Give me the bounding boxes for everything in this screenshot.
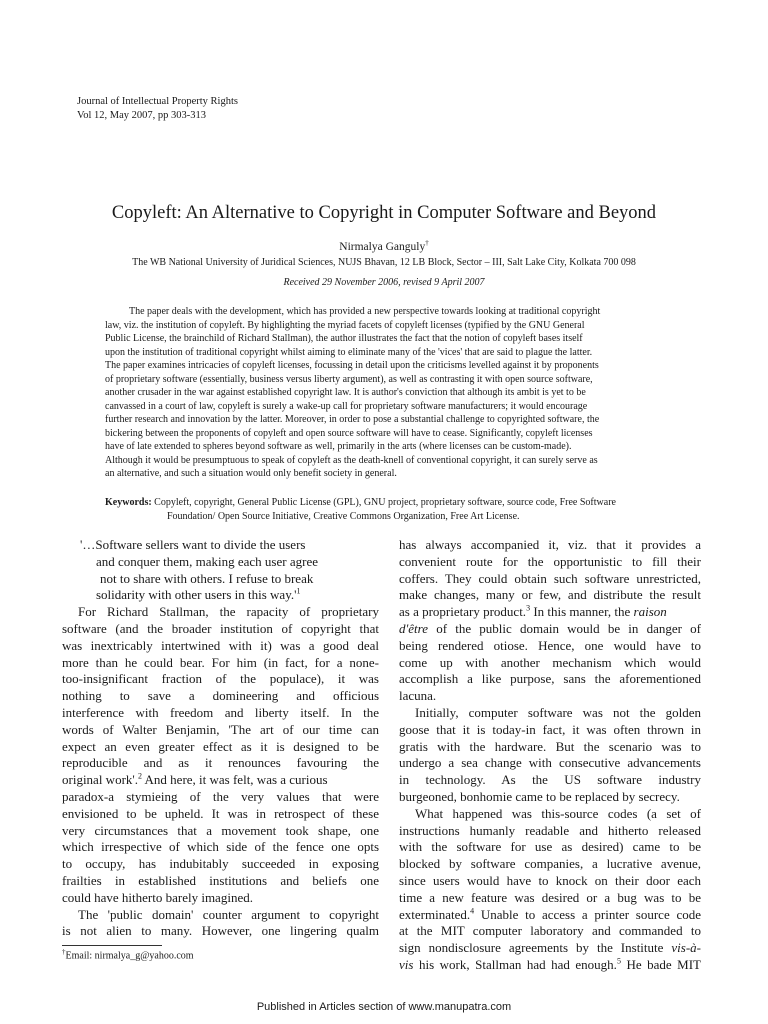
abstract-line: Public License, the brainchild of Richard Stallman), the author illustrates the fact that the notion of copyleft bases itself	[105, 333, 583, 344]
text-segment: And here, it was felt, was a curious	[142, 772, 328, 788]
italic-term: raison	[633, 604, 667, 620]
text-segment: sign nondisclosure agreements by the Institute	[399, 940, 672, 956]
footnote-ref: 3	[526, 603, 531, 613]
text-line	[399, 940, 701, 957]
text-line: coffers. They could obtain such software unrestricted,	[399, 570, 701, 586]
text-segment: original work'.	[62, 772, 138, 788]
text-line	[62, 587, 379, 604]
text-line: software (and the broader institution of copyright that	[62, 620, 379, 636]
left-column	[62, 537, 379, 940]
text-line: time a new feature was desired or a bug was to be	[399, 889, 701, 905]
footnote-ref: 1	[296, 587, 301, 597]
text-line: frailties in established institutions and beliefs one	[62, 872, 379, 888]
keywords-line: Foundation/ Open Source Initiative, Creative Commons Organization, Free Art License.	[167, 511, 520, 522]
keywords-label: Keywords:	[105, 497, 152, 508]
published-notice: Published in Articles section of www.manupatra.com	[256, 1001, 512, 1013]
text-line: goose that it is today-in fact, it was often thrown in	[399, 721, 701, 737]
abstract-line: an alternative, and such a situation would only benefit society in general.	[105, 468, 397, 479]
text-line: very circumstances that a movement took shape, one	[62, 822, 379, 838]
abstract-line: The paper deals with the development, which has provided a new perspective towards looking at traditional copyright	[129, 306, 601, 317]
text-line: reproducible and as it renounces favouring the	[62, 755, 379, 771]
journal-header	[77, 95, 238, 123]
text-line: undergo a sea change with consecutive advancements	[399, 755, 701, 771]
text-line: was inextricably intertwined with it) was a good deal	[62, 637, 379, 653]
text-line: in technology. As the US software industry	[399, 772, 701, 788]
keywords-line	[105, 496, 702, 510]
received-dates: Received 29 November 2006, revised 9 April 2007	[283, 277, 485, 288]
text-line: convenient route for the opportunistic to fill their	[399, 553, 701, 569]
text-line: more than he could bear. For him (in fact, for a none-	[62, 654, 379, 670]
paper-title: Copyleft: An Alternative to Copyright in Computer Software and Beyond	[111, 203, 657, 223]
text-line: What happened was this-source codes (a set of	[415, 805, 701, 821]
right-column	[399, 537, 701, 974]
text-line	[399, 907, 701, 924]
footnote-divider	[62, 945, 162, 946]
abstract	[105, 305, 700, 481]
author-name: Nirmalya Ganguly	[339, 240, 426, 253]
abstract-line: upon the institution of traditional copyright whilst aiming to eliminate many of the 'vices' that are said to plague the latter.	[105, 346, 593, 358]
text-line	[399, 604, 701, 621]
text-line: too-insignificant fraction of the populace), it was	[62, 671, 379, 687]
footnote-ref: 5	[616, 956, 621, 966]
text-segment: exterminated.	[399, 906, 471, 922]
text-line	[399, 621, 701, 638]
italic-term: vis	[399, 956, 414, 972]
footnote-email: Email: nirmalya_g@yahoo.com	[65, 950, 194, 962]
affiliation: The WB National University of Juridical Sciences, NUJS Bhavan, 12 LB Block, Sector – III, Salt Lake City, Kolkata 700 098	[132, 257, 636, 268]
author	[0, 239, 768, 253]
text-segment: He bade MIT	[620, 956, 701, 972]
text-line: The 'public domain' counter argument to copyright	[78, 906, 379, 922]
text-segment: his work, Stallman had had enough.	[413, 956, 617, 972]
keywords	[105, 496, 702, 524]
author-mark: †	[425, 239, 429, 247]
abstract-line: Although it would be presumptuous to speak of copyleft as the death-knell of conventional copyright, it can surely serve as	[105, 454, 598, 466]
text-line: with the software for use as desired) came to be	[399, 839, 701, 855]
abstract-line: of proprietary software (essentially, business versus liberty argument), as well as contrasting it with open source software,	[105, 373, 593, 385]
keywords-text: Copyleft, copyright, General Public License (GPL), GNU project, proprietary software, source code, Free Software	[154, 497, 616, 508]
text-line: come up with another mechanism which would	[399, 654, 701, 670]
text-line: nothing to save a domineering and officious	[62, 688, 379, 704]
text-line: accomplish a like purpose, sans the aforementioned	[399, 671, 701, 687]
text-line: instructions humanly readable and hitherto released	[399, 822, 701, 838]
footnote	[62, 948, 194, 961]
quote-end: solidarity with other users in this way.'	[96, 587, 297, 603]
abstract-line: canvassed in a court of law, copyleft is surely a wake-up call for proprietary software manufacturers; it would encourage	[105, 400, 588, 412]
text-line: could have hitherto barely imagined.	[62, 889, 253, 905]
footnote-ref: 2	[138, 771, 142, 781]
abstract-line: bickering between the proponents of copyleft and open source software will have to cease. Significantly, copyleft licenses	[105, 427, 593, 439]
text-line: words of Walter Benjamin, 'The art of our time can	[62, 721, 379, 737]
text-line: lacuna.	[399, 688, 437, 704]
text-line: at the MIT computer laboratory and commanded to	[399, 923, 701, 939]
text-line: not to share with others. I refuse to break	[100, 570, 314, 586]
italic-term: d'être	[399, 620, 429, 636]
text-line: has always accompanied it, viz. that it provides a	[399, 537, 701, 552]
text-line: paradox-a stymieing of the very values that were	[62, 788, 379, 804]
text-line: burgeoned, bonhomie came to be replaced by secrecy.	[399, 788, 680, 804]
abstract-line: have of late extended to spheres beyond software as well, primarily in the arts (where licenses can be custom-made).	[105, 441, 572, 452]
text-line: blocked by software companies, a lucrative avenue,	[399, 856, 701, 872]
text-line: expect an even greater effect as it is designed to be	[62, 738, 379, 754]
text-line: Initially, computer software was not the golden	[415, 704, 701, 720]
text-line: and conquer them, making each user agree	[96, 553, 318, 569]
footnote-ref: 4	[470, 906, 475, 916]
text-line: is not alien to many. However, one lingering qualm	[62, 923, 379, 939]
text-segment: as a proprietary product.	[399, 604, 527, 620]
text-line: For Richard Stallman, the rapacity of proprietary	[78, 604, 379, 620]
text-line: '…Software sellers want to divide the users	[80, 537, 306, 552]
text-line: make changes, many or few, and distribute the result	[399, 587, 701, 603]
text-segment: Unable to access a printer source code	[474, 906, 701, 922]
text-line: interference with freedom and liberty itself. In the	[62, 704, 379, 720]
text-line: since users would have to knock on their door each	[399, 872, 701, 888]
text-line: being rendered otiose. Hence, one would have to	[399, 637, 701, 653]
journal-volume: Vol 12, May 2007, pp 303-313	[77, 110, 207, 121]
text-line: envisioned to be upheld. It was in retrospect of these	[62, 805, 379, 821]
journal-name: Journal of Intellectual Property Rights	[77, 96, 238, 107]
footnote-mark: †	[62, 948, 66, 956]
text-line	[62, 772, 379, 789]
text-line: which irrespective of which side of the fence one opts	[62, 839, 379, 855]
text-segment: In this manner, the	[530, 604, 634, 620]
abstract-line: another crusader in the war against established copyright law. It is author's conviction that although its ambit is yet to be	[105, 387, 586, 398]
text-line: to occupy, has indubitably succeeded in exposing	[62, 856, 379, 872]
text-line	[399, 957, 701, 974]
abstract-line: The paper examines intricacies of copyleft licenses, focussing in detail upon the criticisms levelled against it by proponents	[105, 360, 599, 371]
abstract-line: law, viz. the institution of copyleft. By highlighting the myriad facets of copyleft licenses (typified by the GNU General	[105, 319, 585, 331]
abstract-line: further research and innovation by the latter. Moreover, in order to pose a substantial challenge to copyrighted software, the	[105, 414, 600, 425]
text-segment: of the public domain would be in danger of	[428, 620, 701, 636]
text-line: gratis with the hardware. But the scenario was to	[399, 738, 701, 754]
italic-term: vis-à-	[671, 940, 701, 956]
